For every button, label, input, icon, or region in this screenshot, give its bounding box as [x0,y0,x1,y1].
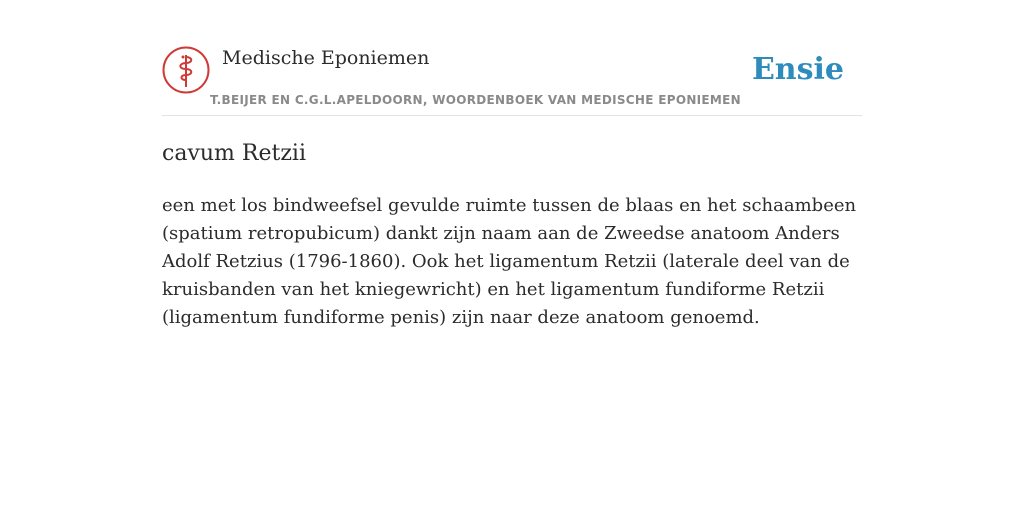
entry-definition: een met los bindweefsel gevulde ruimte tussen de blaas en het schaambeen (spatium retropubicum) dankt zijn naam aan de Zweedse anatoom Anders Adolf Retzius (1796-1860). Ook het ligamentum Retzii (laterale deel van de kruisbanden van het kniegewricht) en het ligamentum fundiforme Retzii (ligamentum fundiforme penis) zijn naar deze anatoom genoemd. [162,195,857,328]
entry-term: cavum Retzii [162,141,306,166]
book-title[interactable]: Medische Eponiemen [222,47,430,69]
header [162,46,862,116]
source-citation: T.BEIJER EN C.G.L.APELDOORN, WOORDENBOEK VAN MEDISCHE EPONIEMEN [210,93,742,107]
caduceus-icon[interactable] [162,46,210,94]
ensie-logo-link[interactable]: Ensie [751,52,844,87]
